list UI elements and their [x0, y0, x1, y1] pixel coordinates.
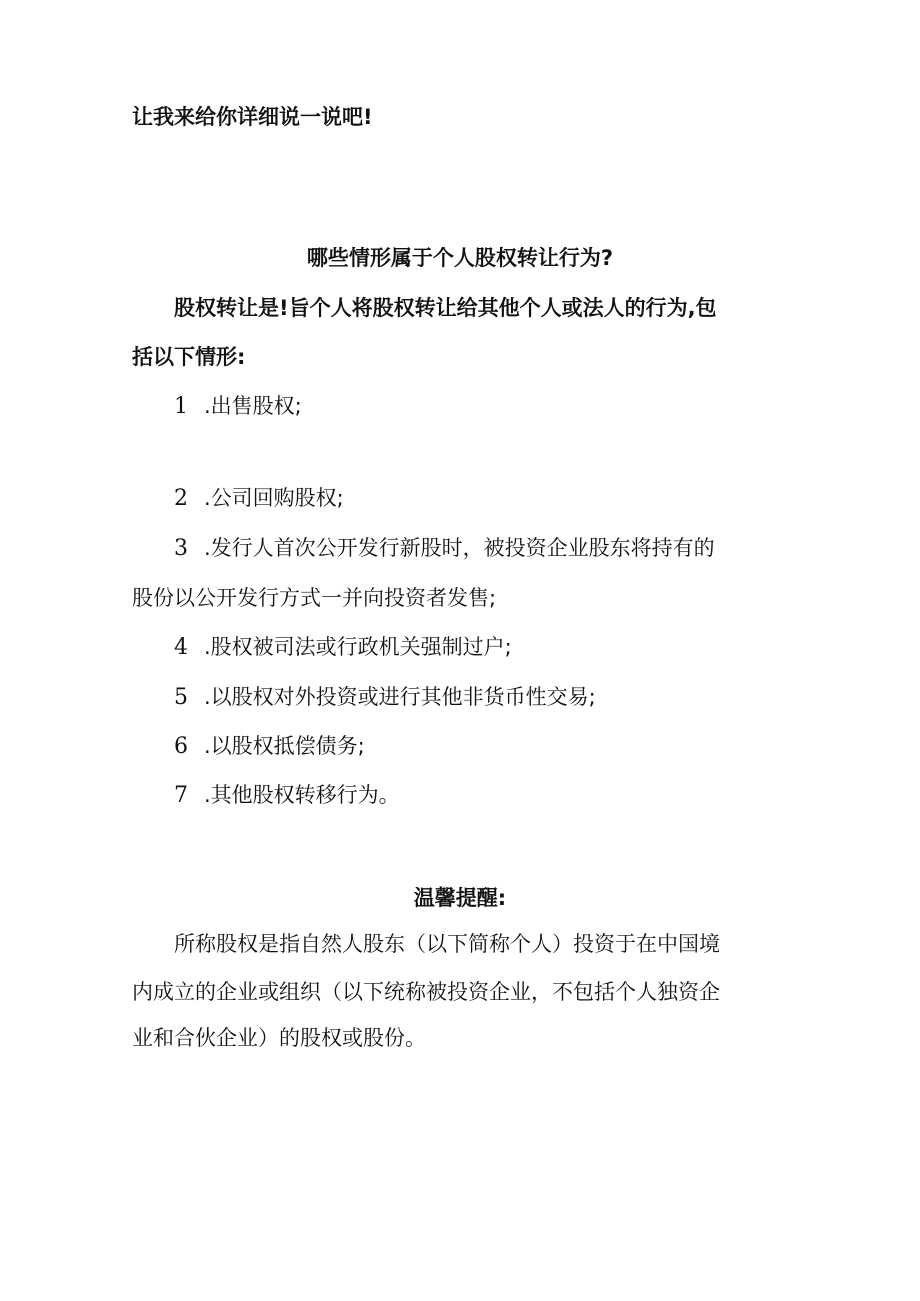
list-item-text: .公司回购股权;	[204, 486, 344, 510]
list-item-number: 4	[174, 635, 188, 660]
section-heading: 哪些情形属于个人股权转让行为?	[306, 246, 614, 270]
definition-line-1: 股权转让是!旨个人将股权转让给其他个人或法人的行为,包	[174, 296, 717, 320]
definition-line-2: 括以下情形:	[132, 345, 246, 369]
list-item-number: 6	[174, 734, 188, 759]
reminder-line-2: 内成立的企业或组织（以下统称被投资企业，不包括个人独资企	[132, 980, 720, 1004]
list-item	[174, 683, 596, 712]
list-item	[174, 484, 344, 513]
list-item-text: .其他股权转移行为。	[204, 783, 400, 807]
list-item-number: 1	[174, 394, 188, 419]
list-item	[174, 534, 715, 563]
reminder-line-3: 业和合伙企业）的股权或股份。	[132, 1026, 426, 1050]
list-item-text: .以股权对外投资或进行其他非货币性交易;	[204, 685, 596, 709]
list-item-number: 3	[174, 536, 188, 561]
list-item-continuation: 股份以公开发行方式一并向投资者发售;	[132, 586, 497, 610]
reminder-title: 温馨提醒:	[413, 886, 507, 910]
list-item-number: 2	[174, 486, 188, 511]
list-item-number: 7	[174, 783, 188, 808]
list-item-text: .出售股权;	[204, 394, 302, 418]
list-item-number: 5	[174, 685, 188, 710]
list-item-text: .股权被司法或行政机关强制过户;	[204, 635, 512, 659]
intro-text: 让我来给你详细说一说吧!	[132, 105, 373, 129]
list-item	[174, 732, 365, 761]
list-item	[174, 392, 302, 421]
list-item-text: .发行人首次公开发行新股时，被投资企业股东将持有的	[204, 536, 715, 560]
reminder-line-1: 所称股权是指自然人股东（以下简称个人）投资于在中国境	[174, 932, 720, 956]
list-item	[174, 781, 400, 810]
list-item-text: .以股权抵偿债务;	[204, 734, 365, 758]
list-item	[174, 633, 512, 662]
